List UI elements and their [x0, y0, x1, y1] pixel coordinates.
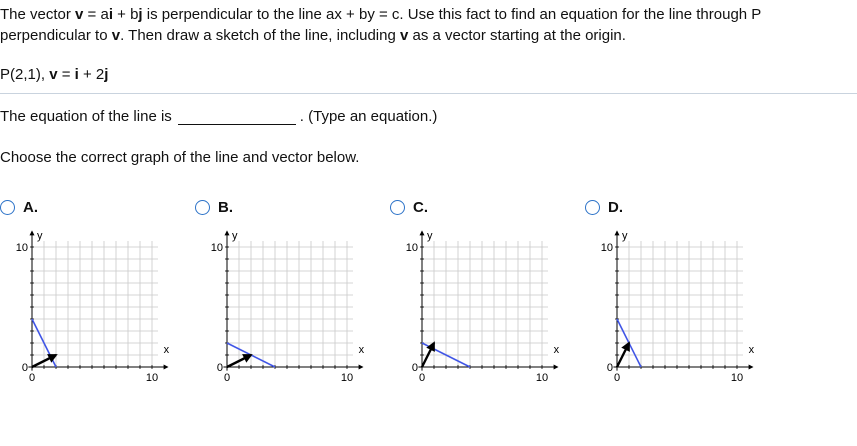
- option-header[interactable]: [585, 199, 623, 216]
- x-axis-label: x: [553, 344, 560, 356]
- unit-j: j: [138, 6, 143, 23]
- option-letter: C.: [413, 199, 428, 216]
- x-origin-label: 0: [223, 372, 231, 384]
- option-c[interactable]: [390, 199, 580, 399]
- y-tick-label: 10: [210, 242, 223, 254]
- equation-answer-input[interactable]: [178, 107, 296, 125]
- vector-v: v: [111, 27, 121, 44]
- option-header[interactable]: [195, 199, 233, 216]
- y-tick-label: 10: [405, 242, 418, 254]
- x-axis-label: x: [163, 344, 170, 356]
- divider: [0, 93, 857, 94]
- option-letter: D.: [608, 199, 623, 216]
- given-point: [0, 66, 108, 83]
- x-axis-label: x: [358, 344, 365, 356]
- y-tick-label: 10: [15, 242, 28, 254]
- text: . Then draw a sketch of the line, including: [120, 27, 400, 44]
- vector-v: v: [75, 6, 84, 23]
- x-tick-label: 10: [340, 372, 354, 384]
- graph: [195, 221, 380, 391]
- choose-prompt: Choose the correct graph of the line and vector below.: [0, 149, 360, 166]
- y-origin-label: 0: [606, 362, 613, 374]
- unit-j: j: [104, 66, 109, 83]
- y-axis-label: y: [232, 230, 238, 242]
- radio-button[interactable]: [390, 200, 405, 215]
- text: =: [57, 66, 75, 83]
- option-header[interactable]: [0, 199, 38, 216]
- text: The vector: [0, 6, 76, 23]
- option-letter: B.: [218, 199, 233, 216]
- vector-v: v: [399, 27, 409, 44]
- y-origin-label: 0: [411, 362, 418, 374]
- y-origin-label: 0: [216, 362, 223, 374]
- y-axis-label: y: [37, 230, 43, 242]
- y-axis-label: y: [427, 230, 433, 242]
- text: + b: [112, 6, 139, 23]
- x-origin-label: 0: [28, 372, 36, 384]
- equation-hint: . (Type an equation.): [299, 108, 438, 125]
- option-b[interactable]: [195, 199, 385, 399]
- unit-i: i: [108, 6, 113, 23]
- question-line-1: [0, 6, 761, 23]
- radio-button[interactable]: [585, 200, 600, 215]
- radio-button[interactable]: [0, 200, 15, 215]
- text: perpendicular to: [0, 27, 112, 44]
- unit-i: i: [74, 66, 79, 83]
- x-origin-label: 0: [613, 372, 621, 384]
- x-tick-label: 10: [535, 372, 549, 384]
- y-axis-label: y: [622, 230, 628, 242]
- graph: [0, 221, 185, 391]
- graph: [390, 221, 575, 391]
- equation-row: [0, 107, 437, 125]
- text: is perpendicular to the line ax + by = c. Use this fact to find an equation for the line through P: [142, 6, 762, 23]
- text: P(2,1),: [0, 66, 50, 83]
- text: as a vector starting at the origin.: [408, 27, 626, 44]
- radio-button[interactable]: [195, 200, 210, 215]
- equation-prompt: The equation of the line is: [0, 108, 172, 125]
- option-a[interactable]: [0, 199, 190, 399]
- question-line-2: [0, 27, 626, 44]
- text: + 2: [78, 66, 105, 83]
- y-origin-label: 0: [21, 362, 28, 374]
- x-axis-label: x: [748, 344, 755, 356]
- text: = a: [83, 6, 109, 23]
- y-tick-label: 10: [600, 242, 613, 254]
- option-d[interactable]: [585, 199, 775, 399]
- option-letter: A.: [23, 199, 38, 216]
- x-tick-label: 10: [730, 372, 744, 384]
- x-origin-label: 0: [418, 372, 426, 384]
- graph: [585, 221, 770, 391]
- option-header[interactable]: [390, 199, 428, 216]
- vector-v: v: [49, 66, 58, 83]
- x-tick-label: 10: [145, 372, 159, 384]
